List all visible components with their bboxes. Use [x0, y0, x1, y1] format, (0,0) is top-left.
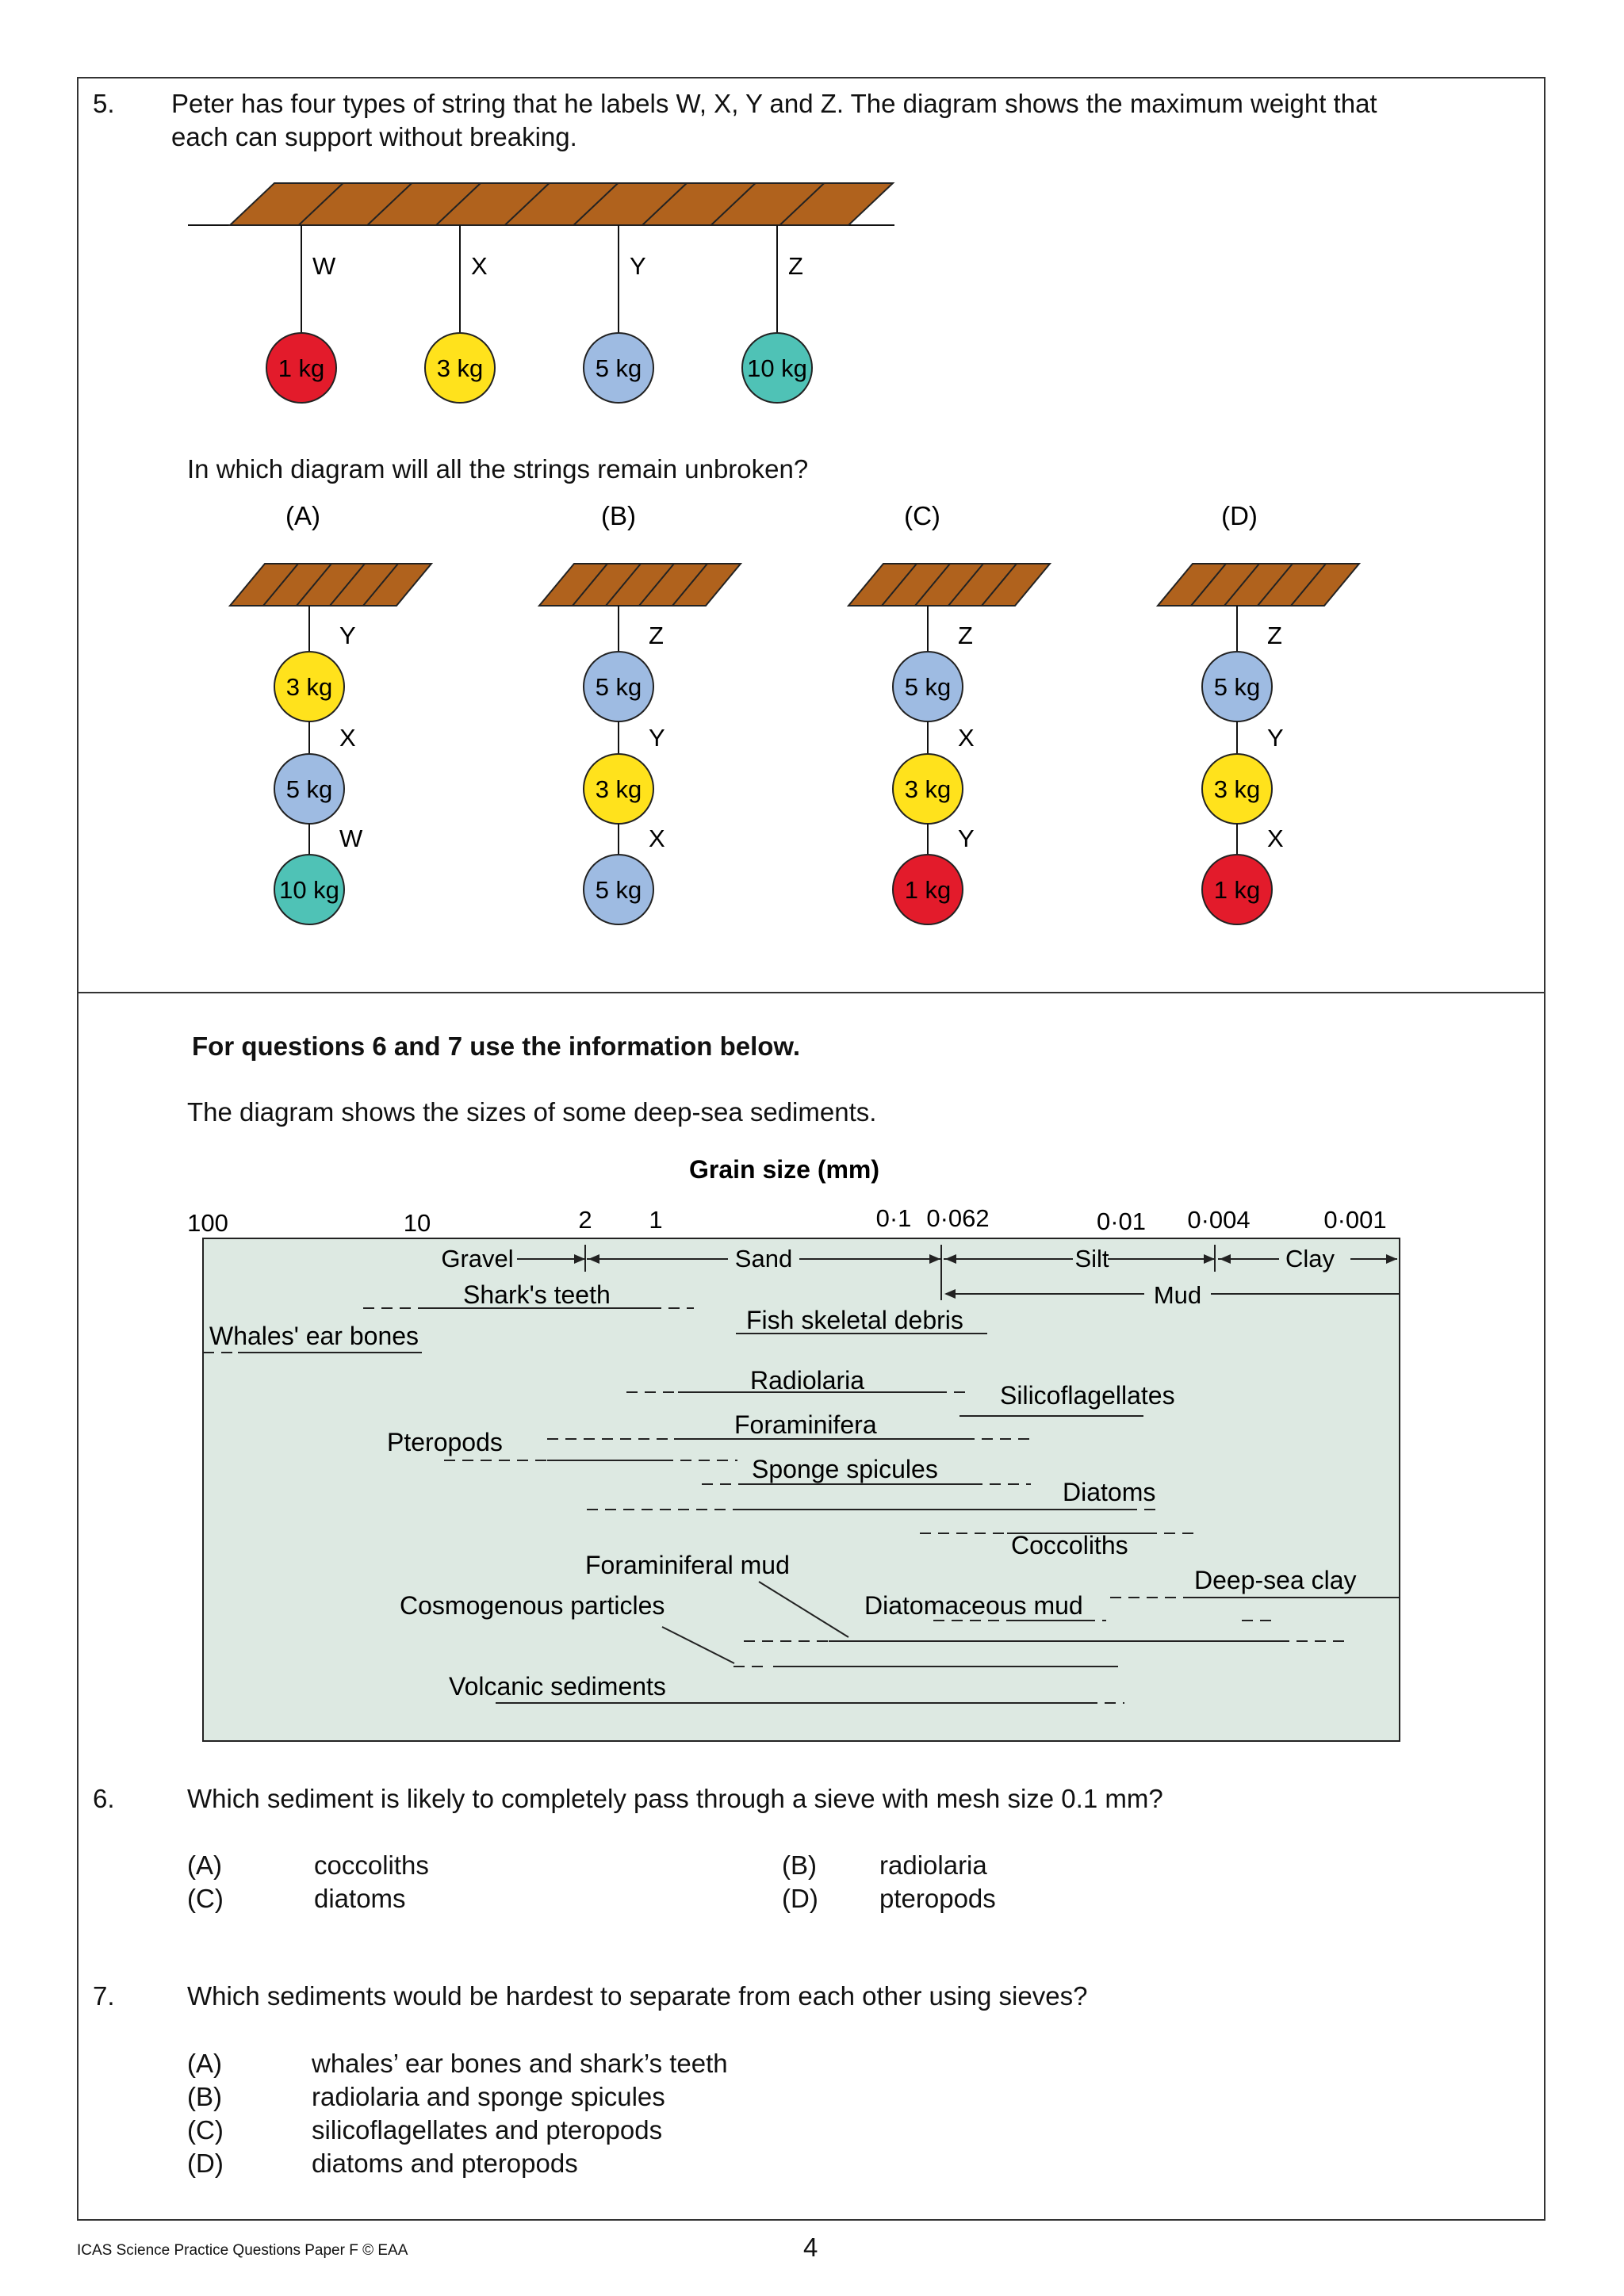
- question-5-number: 5.: [93, 89, 115, 118]
- weight-label: 5 kg: [595, 673, 642, 701]
- question-7-text: Which sediments would be hardest to separate from each other using sieves?: [187, 1981, 1088, 2011]
- q6-option-b-text[interactable]: radiolaria: [879, 1850, 987, 1880]
- string-label: X: [958, 724, 975, 752]
- sediment-label: Volcanic sediments: [449, 1672, 666, 1701]
- grain-class-label: Silt: [1074, 1245, 1109, 1272]
- scale-label: 1: [649, 1206, 663, 1234]
- grain-class-label: Clay: [1285, 1245, 1335, 1272]
- sediment-label: Diatomaceous mud: [864, 1591, 1083, 1620]
- string-label: Y: [958, 825, 975, 852]
- sediment-label: Deep-sea clay: [1194, 1566, 1357, 1594]
- question-7-number: 7.: [93, 1981, 115, 2011]
- sediment-label: Shark's teeth: [463, 1280, 611, 1309]
- string-label: Y: [630, 252, 646, 280]
- string-label: Z: [649, 622, 664, 649]
- sediment-label: Fish skeletal debris: [746, 1306, 963, 1334]
- footer-source: ICAS Science Practice Questions Paper F © EAA: [77, 2242, 408, 2259]
- q6-option-c-text[interactable]: diatoms: [314, 1884, 406, 1913]
- sediment-label: Diatoms: [1063, 1478, 1156, 1506]
- q7-option-b-letter[interactable]: (B): [187, 2082, 222, 2111]
- sediment-label: Cosmogenous particles: [400, 1591, 665, 1620]
- scale-label: 10: [403, 1209, 431, 1237]
- sediment-label: Radiolaria: [750, 1366, 865, 1395]
- weight-label: 3 kg: [595, 775, 642, 803]
- question-5-prompt: In which diagram will all the strings remain unbroken?: [187, 454, 809, 484]
- q7-option-c-letter[interactable]: (C): [187, 2115, 224, 2145]
- grain-size-title: Grain size (mm): [688, 1155, 880, 1184]
- weight-label: 1 kg: [904, 876, 952, 904]
- q7-option-d-text[interactable]: diatoms and pteropods: [312, 2149, 578, 2178]
- q7-option-b-text[interactable]: radiolaria and sponge spicules: [312, 2082, 665, 2111]
- string-label: Z: [1267, 622, 1282, 649]
- string-label: Z: [958, 622, 973, 649]
- weight-label: 5 kg: [1213, 673, 1261, 701]
- question-5-text-line-1: Peter has four types of string that he labels W, X, Y and Z. The diagram shows the maximum weight that: [171, 89, 1377, 118]
- scale-label: 0·1: [875, 1204, 912, 1232]
- weight-label: 3 kg: [285, 673, 333, 701]
- info-intro: The diagram shows the sizes of some deep-sea sediments.: [187, 1097, 877, 1127]
- question-5-text-line-2: each can support without breaking.: [171, 122, 577, 151]
- string-label: X: [471, 252, 488, 280]
- weight-label: 5 kg: [595, 876, 642, 904]
- q6-option-d-letter[interactable]: (D): [782, 1884, 818, 1913]
- q7-option-a-letter[interactable]: (A): [187, 2049, 222, 2078]
- sediment-label: Sponge spicules: [752, 1455, 938, 1483]
- string-label: X: [1267, 825, 1284, 852]
- weight-label: 1 kg: [278, 354, 325, 382]
- weight-label: 10 kg: [279, 876, 339, 904]
- weight-label: 3 kg: [904, 775, 952, 803]
- weight-label: 5 kg: [285, 775, 333, 803]
- weight-label: 1 kg: [1213, 876, 1261, 904]
- q7-option-d-letter[interactable]: (D): [187, 2149, 224, 2178]
- sediment-label: Foraminiferal mud: [585, 1551, 790, 1579]
- weight-label: 3 kg: [436, 354, 484, 382]
- scale-label: 0·062: [926, 1204, 990, 1232]
- q7-option-c-text[interactable]: silicoflagellates and pteropods: [312, 2115, 663, 2145]
- weight-label: 10 kg: [747, 354, 807, 382]
- option-letter[interactable]: (D): [1221, 501, 1258, 530]
- option-letter[interactable]: (C): [904, 501, 940, 530]
- scale-label: 2: [578, 1206, 592, 1234]
- string-label: Y: [649, 724, 665, 752]
- question-6-number: 6.: [93, 1784, 115, 1813]
- question-6-text: Which sediment is likely to completely pass through a sieve with mesh size 0.1 mm?: [187, 1784, 1163, 1813]
- weight-label: 5 kg: [904, 673, 952, 701]
- page-number: 4: [803, 2233, 818, 2262]
- weight-label: 3 kg: [1213, 775, 1261, 803]
- string-label: Y: [339, 622, 356, 649]
- q6-option-b-letter[interactable]: (B): [782, 1850, 817, 1880]
- q6-option-a-letter[interactable]: (A): [187, 1850, 222, 1880]
- string-label: W: [339, 825, 363, 852]
- option-letter[interactable]: (B): [601, 501, 636, 530]
- scale-label: 0·004: [1187, 1206, 1251, 1234]
- sediment-label: Foraminifera: [734, 1410, 877, 1439]
- sediment-label: Silicoflagellates: [1000, 1381, 1175, 1410]
- info-heading: For questions 6 and 7 use the information below.: [192, 1031, 801, 1061]
- option-letter[interactable]: (A): [285, 501, 320, 530]
- sediment-label: Whales' ear bones: [209, 1322, 419, 1350]
- q7-option-a-text[interactable]: whales’ ear bones and shark’s teeth: [312, 2049, 728, 2078]
- sediment-label: Coccoliths: [1011, 1531, 1128, 1559]
- weight-label: 5 kg: [595, 354, 642, 382]
- scale-label: 100: [187, 1209, 228, 1237]
- q6-option-c-letter[interactable]: (C): [187, 1884, 224, 1913]
- string-label: X: [649, 825, 665, 852]
- grain-class-label: Gravel: [441, 1245, 514, 1272]
- grain-class-label: Mud: [1153, 1281, 1202, 1309]
- grain-class-label: Sand: [734, 1245, 793, 1272]
- string-label: Y: [1267, 724, 1284, 752]
- q6-option-d-text[interactable]: pteropods: [879, 1884, 996, 1913]
- scale-label: 0·001: [1323, 1206, 1387, 1234]
- q6-option-a-text[interactable]: coccoliths: [314, 1850, 429, 1880]
- sediment-label: Pteropods: [387, 1428, 503, 1456]
- string-label: X: [339, 724, 356, 752]
- string-label: Z: [788, 252, 803, 280]
- scale-label: 0·01: [1096, 1207, 1147, 1235]
- string-label: W: [312, 252, 336, 280]
